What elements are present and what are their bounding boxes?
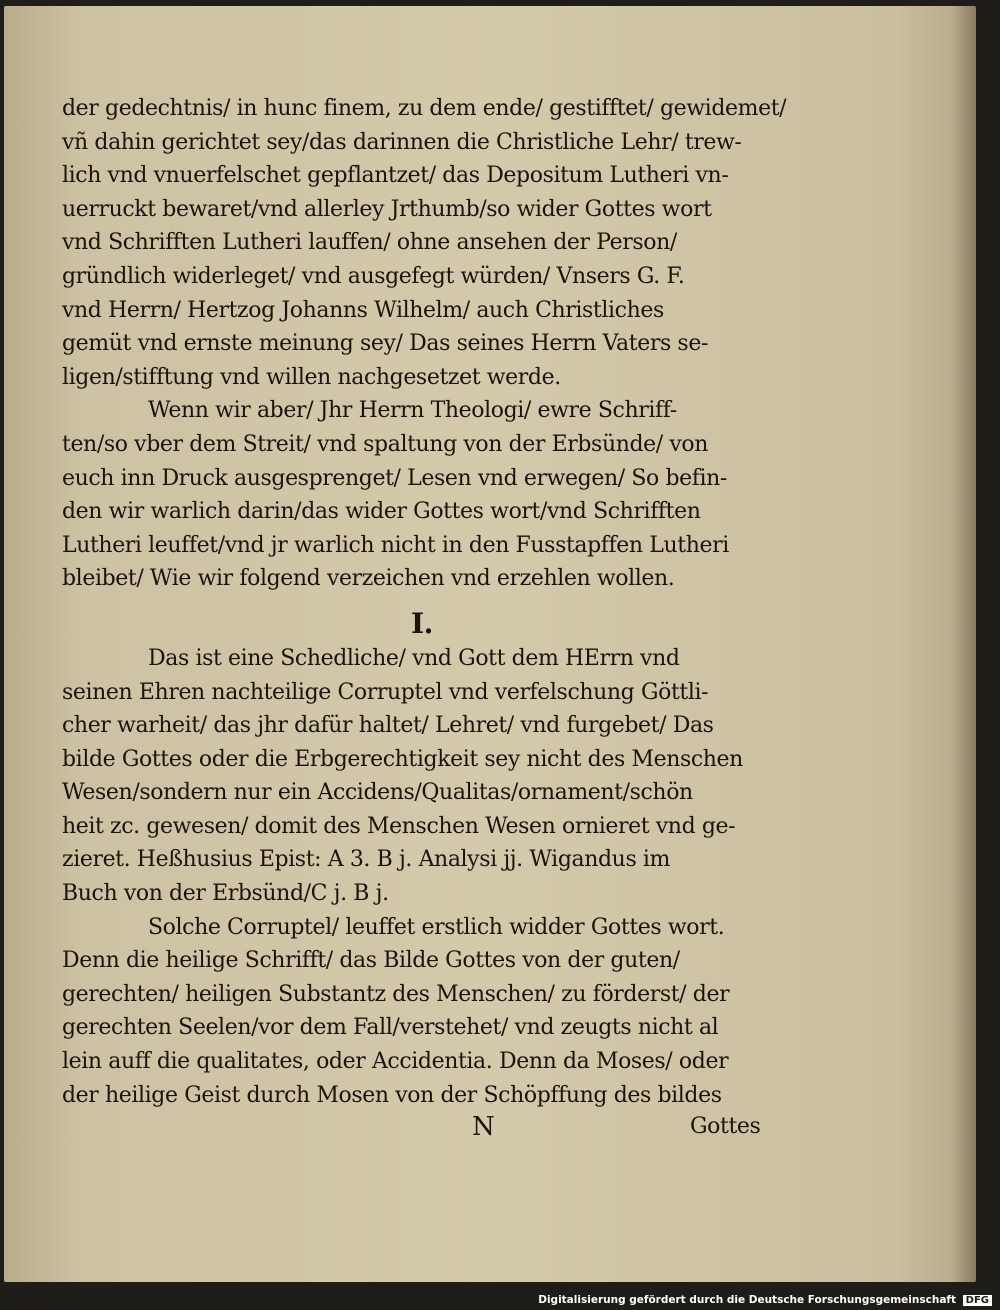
text-line: ligen/stifftung vnd willen nachgesetzet werde. bbox=[62, 364, 561, 390]
catchword: Gottes bbox=[690, 1114, 761, 1140]
text-line: seinen Ehren nachteilige Corruptel vnd verfelschung Göttli- bbox=[62, 679, 709, 705]
text-line: der heilige Geist durch Mosen von der Schöpffung des bildes bbox=[62, 1082, 722, 1108]
text-line: Solche Corruptel/ leuffet erstlich widder Gottes wort. bbox=[148, 914, 725, 940]
paragraph-3 bbox=[62, 642, 792, 911]
text-line: Das ist eine Schedliche/ vnd Gott dem HErrn vnd bbox=[148, 645, 680, 671]
signature-mark: N bbox=[472, 1112, 495, 1143]
text-line: Buch von der Erbsünd/C j. B j. bbox=[62, 881, 389, 907]
text-line: vnd Schrifften Lutheri lauffen/ ohne ansehen der Person/ bbox=[62, 230, 677, 256]
text-line: gründlich widerleget/ vnd ausgefegt würden/ Vnsers G. F. bbox=[62, 263, 685, 289]
dfg-logo: DFG bbox=[963, 1295, 992, 1306]
text-line: vnd Herrn/ Hertzog Johanns Wilhelm/ auch Christliches bbox=[62, 297, 664, 323]
text-line: gerechten Seelen/vor dem Fall/verstehet/ vnd zeugts nicht al bbox=[62, 1015, 719, 1041]
page-text bbox=[62, 92, 792, 1142]
text-line: Denn die heilige Schrifft/ das Bilde Gottes von der guten/ bbox=[62, 948, 680, 974]
text-line: zieret. Heßhusius Epist: A 3. B j. Analysi jj. Wigandus im bbox=[62, 847, 671, 873]
text-line: Wesen/sondern nur ein Accidens/Qualitas/ornament/schön bbox=[62, 780, 693, 806]
text-line: Wenn wir aber/ Jhr Herrn Theologi/ ewre Schriff- bbox=[148, 398, 677, 424]
text-line: den wir warlich darin/das wider Gottes wort/vnd Schrifften bbox=[62, 499, 701, 525]
text-line: cher warheit/ das jhr dafür haltet/ Lehret/ vnd furgebet/ Das bbox=[62, 713, 714, 739]
paragraph-2 bbox=[62, 394, 792, 596]
text-line: uerruckt bewaret/vnd allerley Jrthumb/so wider Gottes wort bbox=[62, 196, 712, 222]
section-number: I. bbox=[410, 606, 434, 640]
text-line: vñ dahin gerichtet sey/das darinnen die Christliche Lehr/ trew- bbox=[62, 129, 742, 155]
text-line: euch inn Druck ausgesprenget/ Lesen vnd erwegen/ So befin- bbox=[62, 465, 727, 491]
text-line: bilde Gottes oder die Erbgerechtigkeit sey nicht des Menschen bbox=[62, 746, 743, 772]
text-line: gerechten/ heiligen Substantz des Menschen/ zu förderst/ der bbox=[62, 981, 730, 1007]
paragraph-1 bbox=[62, 92, 792, 394]
text-line: bleibet/ Wie wir folgend verzeichen vnd erzehlen wollen. bbox=[62, 566, 675, 592]
text-line: der gedechtnis/ in hunc finem, zu dem ende/ gestifftet/ gewidemet/ bbox=[62, 96, 787, 121]
text-line: gemüt vnd ernste meinung sey/ Das seines Herrn Vaters se- bbox=[62, 331, 708, 357]
book-page bbox=[4, 6, 976, 1282]
text-line: ten/so vber dem Streit/ vnd spaltung von der Erbsünde/ von bbox=[62, 431, 709, 457]
credit-text: Digitalisierung gefördert durch die Deutsche Forschungsgemeinschaft bbox=[538, 1294, 956, 1306]
text-line: Lutheri leuffet/vnd jr warlich nicht in den Fusstapffen Lutheri bbox=[62, 532, 729, 558]
page-fold-shadow bbox=[952, 6, 976, 1282]
text-line: lich vnd vnuerfelschet gepflantzet/ das Depositum Lutheri vn- bbox=[62, 163, 729, 189]
paragraph-4 bbox=[62, 911, 792, 1113]
text-line: heit zc. gewesen/ domit des Menschen Wesen ornieret vnd ge- bbox=[62, 813, 736, 839]
text-line: lein auff die qualitates, oder Accidentia. Denn da Moses/ oder bbox=[62, 1049, 729, 1075]
page-footer-marks bbox=[62, 1112, 792, 1142]
digitization-credit bbox=[538, 1294, 992, 1306]
